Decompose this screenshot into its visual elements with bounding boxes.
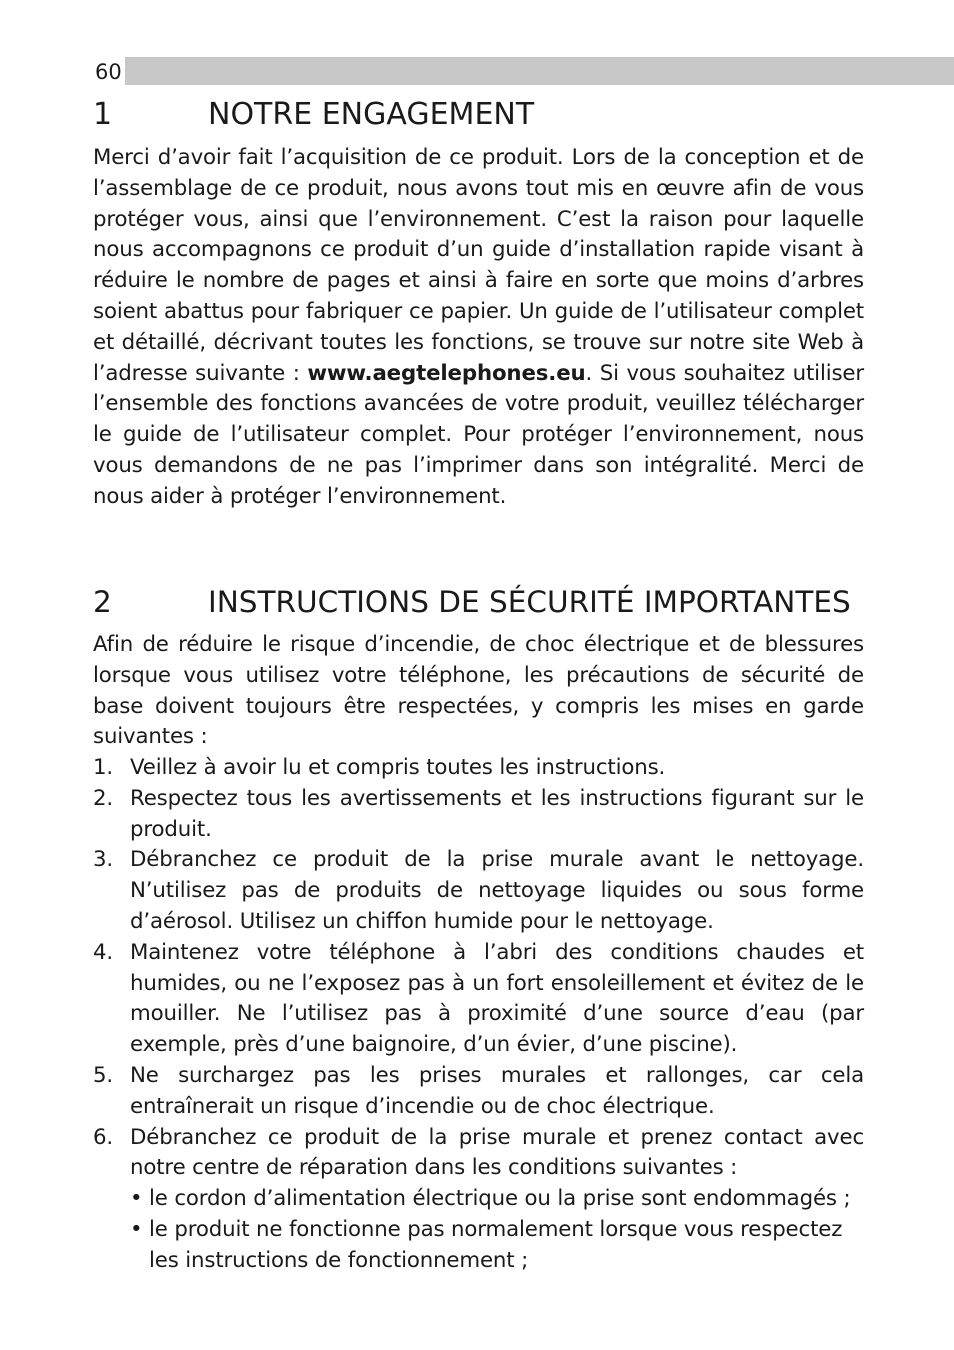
website-link: www.aegtelephones.eu: [307, 360, 586, 386]
list-item-number: 1.: [93, 755, 114, 780]
section-1-paragraph: [93, 143, 864, 513]
list-item: [93, 938, 864, 1061]
safety-instructions-list: [93, 753, 864, 1277]
list-item-text: Respectez tous les avertissements et les instructions figurant sur le produit.: [130, 785, 864, 842]
bullet-icon: •: [130, 1186, 143, 1212]
list-item-text: Veillez à avoir lu et compris toutes les instructions.: [130, 755, 666, 780]
section-1-title: NOTRE ENGAGEMENT: [208, 97, 535, 132]
bullet-item: [130, 1215, 864, 1277]
sub-bullet-list: [130, 1184, 864, 1276]
section-1-number: 1: [93, 97, 113, 132]
list-item-text: Ne surchargez pas les prises murales et rallonges, car cela entraînerait un risque d’incendie ou de choc électrique.: [130, 1062, 864, 1119]
bullet-item: [130, 1184, 864, 1215]
list-item: [93, 1061, 864, 1123]
section-1-text-before-link: Merci d’avoir fait l’acquisition de ce produit. Lors de la conception et de l’assemblage de ce produit, nous avons tout mis en œuvre afin de vous protéger vous, ainsi que l’environnement. C’est la raison pour laquelle nous accompagnons ce produit d’un guide d’installation rapide visant à réduire le nombre de pages et ainsi à faire en sorte que moins d’arbres soient abattus pour fabriquer ce papier. Un guide de l’utilisateur complet et détaillé, décrivant toutes les fonctions, se trouve sur notre site Web à l’adresse suivante :: [93, 145, 864, 386]
page-header-bar: [93, 57, 954, 85]
bullet-text: le cordon d’alimentation électrique ou la prise sont endommagés ;: [149, 1186, 851, 1212]
list-item-number: 2.: [93, 785, 114, 811]
section-2-intro: Afin de réduire le risque d’incendie, de choc électrique et de blessures lorsque vous utilisez votre téléphone, les précautions de sécurité de base doivent toujours être respectées, y compris les mises en garde suivantes :: [93, 632, 864, 750]
list-item-number: 6.: [93, 1124, 114, 1150]
page-number: 60: [93, 57, 125, 85]
list-item-number: 5.: [93, 1062, 114, 1088]
bullet-text: le produit ne fonctionne pas normalement lorsque vous respectez les instructions de fonctionnement ;: [149, 1216, 843, 1273]
section-2-title: INSTRUCTIONS DE SÉCURITÉ IMPORTANTES: [208, 585, 851, 619]
list-item: [93, 845, 864, 937]
section-1-heading: [93, 97, 534, 133]
section-2-heading: [93, 584, 851, 620]
list-item-text: Débranchez ce produit de la prise murale avant le nettoyage. N’utilisez pas de produits de nettoyage liquides ou sous forme d’aérosol. Utilisez un chiffon humide pour le nettoyage.: [130, 847, 864, 934]
section-1-text-after-link: . Si vous souhaitez utiliser l’ensemble des fonctions avancées de votre produit, veuillez télécharger le guide de l’utilisateur complet. Pour protéger l’environnement, nous vous demandons de ne pas l’imprimer dans son intégralité. Merci de nous aider à protéger l’environnement.: [93, 360, 864, 509]
list-item: [93, 1123, 864, 1277]
list-item-number: 3.: [93, 847, 114, 873]
list-item: [93, 753, 864, 784]
section-2-number: 2: [93, 585, 112, 619]
list-item: [93, 784, 864, 846]
bullet-icon: •: [130, 1216, 143, 1242]
list-item-text: Maintenez votre téléphone à l’abri des conditions chaudes et humides, ou ne l’exposez pas à un fort ensoleillement et évitez de le mouiller. Ne l’utilisez pas à proximité d’une source d’eau (par exemple, près d’une baignoire, d’un évier, d’une piscine).: [130, 939, 864, 1058]
list-item-number: 4.: [93, 939, 114, 965]
list-item-text: Débranchez ce produit de la prise murale et prenez contact avec notre centre de réparation dans les conditions suivantes :: [130, 1124, 864, 1181]
